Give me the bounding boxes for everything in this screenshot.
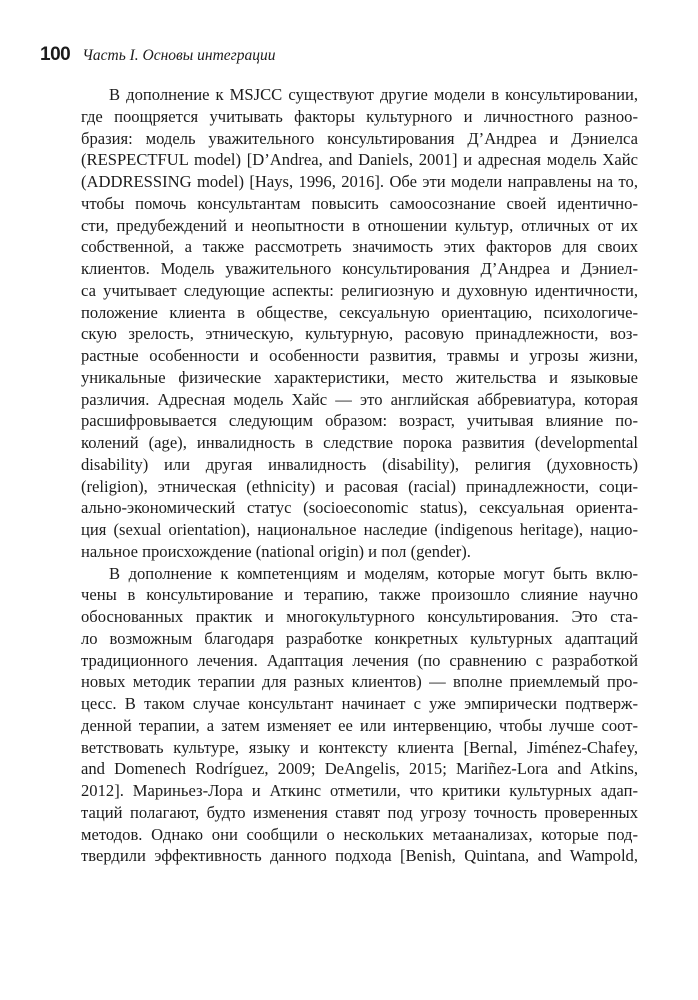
text-line: ция (sexual orientation), национальное наследие (indigenous heritage), нацио- — [81, 520, 638, 539]
page-number: 100 — [40, 44, 71, 65]
text-line: disability) или другая инвалидность (disability), религия (духовность) — [81, 454, 638, 474]
paragraph-2 — [81, 563, 638, 868]
text-line: сти, предубеждений и неопытности в отношении культур, отличных от их — [81, 215, 638, 235]
text-line: таций полагают, будто изменения ставят под угрозу точность проверенных — [81, 802, 638, 822]
text-line: В дополнение к MSJCC существуют другие модели в консультировании, — [109, 85, 638, 104]
text-line: (ADDRESSING model) [Hays, 1996, 2016]. Обе эти модели направлены на то, — [81, 172, 638, 191]
text-line: цесс. В таком случае консультант начинает с уже эмпирически подтверж- — [81, 694, 638, 713]
text-line: В дополнение к компетенциям и моделям, которые могут быть вклю- — [109, 563, 638, 583]
text-line: ально-экономический статус (socioeconomic status), сексуальная ориента- — [81, 498, 638, 518]
text-line: различия. Адресная модель Хайс — это английская аббревиатура, которая — [81, 389, 638, 409]
text-line: 2012]. Мариньез-Лора и Аткинс отметили, что критики культурных адап- — [81, 781, 638, 800]
text-line: чтобы помочь консультантам повысить самоосознание своей идентично- — [81, 193, 638, 213]
text-line: собственной, а также рассмотреть значимость этих факторов для своих — [81, 237, 638, 257]
text-line: са учитывает следующие аспекты: религиозную и духовную идентичности, — [81, 280, 638, 300]
text-line: ло возможным благодаря разработке конкретных культурных адаптаций — [81, 628, 638, 648]
text-line: (RESPECTFUL model) [D’Andrea, and Daniels, 2001] и адресная модель Хайс — [81, 150, 638, 170]
text-line: нальное происхождение (national origin) и пол (gender). — [81, 541, 471, 561]
text-line: бразия: модель уважительного консультирования Д’Андреа и Дэниелса — [81, 128, 638, 148]
paragraph-1 — [81, 84, 638, 563]
text-line: традиционного лечения. Адаптация лечения (по сравнению с разработкой — [81, 650, 638, 670]
text-line: расшифровывается следующим образом: возраст, учитывая влияние по- — [81, 411, 638, 431]
text-line: методов. Однако они сообщили о нескольких метаанализах, которые под- — [81, 824, 638, 844]
text-line: уникальные физические характеристики, место жительства и языковые — [81, 367, 638, 387]
text-line: твердили эффективность данного подхода [Benish, Quintana, and Wampold, — [81, 846, 638, 866]
running-header — [40, 44, 275, 66]
text-line: где поощряется учитывать факторы культурного и личностного разноо- — [81, 106, 638, 126]
text-line: скую зрелость, этническую, культурную, расовую принадлежности, воз- — [81, 324, 638, 344]
text-line: положение клиента в обществе, сексуальную ориентацию, психологиче- — [81, 302, 638, 322]
text-line: обоснованных практик и многокультурного консультирования. Это ста- — [81, 607, 638, 626]
text-line: чены в консультирование и терапию, также произошло слияние научно — [81, 585, 638, 605]
body-text — [81, 84, 638, 867]
text-line: and Domenech Rodríguez, 2009; DeAngelis, 2015; Mariñez-Lora and Atkins, — [81, 759, 638, 779]
text-line: денной терапии, а затем изменяет ее или интервенцию, чтобы лучше соот- — [81, 715, 638, 735]
text-line: новых методик терапии для разных клиентов) — вполне приемлемый про- — [81, 672, 638, 692]
text-line: клиентов. Модель уважительного консультирования Д’Андреа и Дэниел- — [81, 259, 638, 278]
text-line: растные особенности и особенности развития, травмы и угрозы жизни, — [81, 346, 638, 365]
running-title: Часть I. Основы интеграции — [82, 47, 276, 64]
text-line: ветствовать культуре, языку и контексту клиента [Bernal, Jiménez-Chafey, — [81, 737, 638, 757]
text-line: колений (age), инвалидность в следствие порока развития (developmental — [81, 433, 638, 452]
text-line: (religion), этническая (ethnicity) и расовая (racial) принадлежности, соци- — [81, 476, 638, 496]
